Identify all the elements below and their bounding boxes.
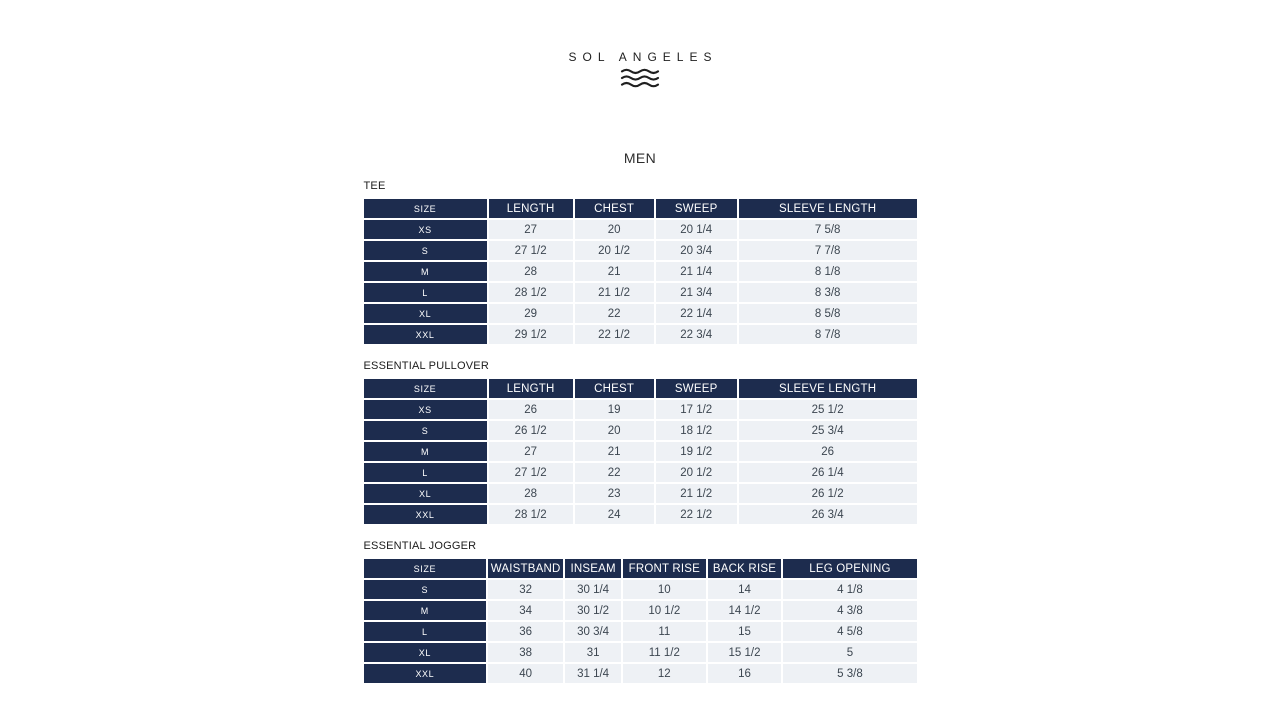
value-cell: 22 <box>575 304 654 323</box>
value-cell: 12 <box>623 664 706 683</box>
value-cell: 23 <box>575 484 654 503</box>
size-cell: XS <box>364 400 487 419</box>
column-header: SLEEVE LENGTH <box>739 199 917 218</box>
value-cell: 29 1/2 <box>489 325 573 344</box>
table-row <box>364 421 917 440</box>
value-cell: 14 <box>708 580 782 599</box>
value-cell: 21 1/2 <box>656 484 737 503</box>
value-cell: 21 3/4 <box>656 283 737 302</box>
value-cell: 24 <box>575 505 654 524</box>
value-cell: 20 <box>575 421 654 440</box>
table-row <box>364 622 917 641</box>
value-cell: 8 1/8 <box>739 262 917 281</box>
value-cell: 15 <box>708 622 782 641</box>
header-row <box>364 559 917 578</box>
value-cell: 28 <box>489 484 573 503</box>
column-header: LENGTH <box>489 379 573 398</box>
table-row <box>364 643 917 662</box>
value-cell: 19 <box>575 400 654 419</box>
size-cell: XL <box>364 643 487 662</box>
value-cell: 17 1/2 <box>656 400 737 419</box>
section-title-essential-jogger: ESSENTIAL JOGGER <box>363 540 477 552</box>
essential-jogger-size-table <box>362 557 919 685</box>
value-cell: 22 <box>575 463 654 482</box>
value-cell: 25 3/4 <box>739 421 917 440</box>
waves-icon <box>620 68 660 89</box>
value-cell: 22 1/4 <box>656 304 737 323</box>
value-cell: 40 <box>488 664 563 683</box>
column-header: INSEAM <box>565 559 621 578</box>
size-cell: XS <box>364 220 487 239</box>
value-cell: 22 1/2 <box>575 325 654 344</box>
table-row <box>364 262 917 281</box>
value-cell: 27 1/2 <box>489 241 573 260</box>
size-cell: L <box>364 283 487 302</box>
section-essential-jogger <box>364 540 917 685</box>
essential-pullover-size-table <box>362 377 919 526</box>
value-cell: 21 1/2 <box>575 283 654 302</box>
section-title-essential-pullover: ESSENTIAL PULLOVER <box>363 360 489 372</box>
size-cell: S <box>364 241 487 260</box>
table-row <box>364 484 917 503</box>
brand-header <box>364 50 917 89</box>
value-cell: 20 1/2 <box>575 241 654 260</box>
table-row <box>364 505 917 524</box>
value-cell: 22 3/4 <box>656 325 737 344</box>
value-cell: 30 3/4 <box>565 622 621 641</box>
value-cell: 19 1/2 <box>656 442 737 461</box>
value-cell: 7 5/8 <box>739 220 917 239</box>
value-cell: 20 1/2 <box>656 463 737 482</box>
value-cell: 29 <box>489 304 573 323</box>
table-row <box>364 283 917 302</box>
value-cell: 8 7/8 <box>739 325 917 344</box>
size-cell: XL <box>364 304 487 323</box>
size-chart-page <box>364 0 917 685</box>
value-cell: 20 <box>575 220 654 239</box>
size-cell: S <box>364 580 487 599</box>
value-cell: 28 1/2 <box>489 505 573 524</box>
size-cell: L <box>364 622 487 641</box>
size-cell: M <box>364 442 487 461</box>
page-title: MEN <box>623 150 657 166</box>
value-cell: 5 <box>783 643 916 662</box>
column-header: FRONT RISE <box>623 559 706 578</box>
value-cell: 27 <box>489 220 573 239</box>
value-cell: 26 1/4 <box>739 463 917 482</box>
section-title-tee: TEE <box>363 180 386 192</box>
value-cell: 28 1/2 <box>489 283 573 302</box>
size-cell: XXL <box>364 325 487 344</box>
size-cell: M <box>364 601 487 620</box>
tee-size-table <box>362 197 919 346</box>
value-cell: 26 <box>489 400 573 419</box>
table-row <box>364 442 917 461</box>
value-cell: 38 <box>488 643 563 662</box>
column-header: SWEEP <box>656 199 737 218</box>
table-row <box>364 580 917 599</box>
value-cell: 27 1/2 <box>489 463 573 482</box>
column-header: WAISTBAND <box>488 559 563 578</box>
brand-logo-text: SOL ANGELES <box>568 50 718 64</box>
table-row <box>364 400 917 419</box>
size-cell: M <box>364 262 487 281</box>
size-cell: XL <box>364 484 487 503</box>
value-cell: 32 <box>488 580 563 599</box>
column-header: CHEST <box>575 379 654 398</box>
value-cell: 20 3/4 <box>656 241 737 260</box>
table-row <box>364 241 917 260</box>
value-cell: 22 1/2 <box>656 505 737 524</box>
value-cell: 25 1/2 <box>739 400 917 419</box>
value-cell: 7 7/8 <box>739 241 917 260</box>
value-cell: 31 1/4 <box>565 664 621 683</box>
value-cell: 28 <box>489 262 573 281</box>
column-header: CHEST <box>575 199 654 218</box>
value-cell: 34 <box>488 601 563 620</box>
size-cell: XXL <box>364 505 487 524</box>
column-header: LENGTH <box>489 199 573 218</box>
value-cell: 15 1/2 <box>708 643 782 662</box>
value-cell: 26 1/2 <box>739 484 917 503</box>
value-cell: 21 <box>575 262 654 281</box>
size-cell: S <box>364 421 487 440</box>
value-cell: 8 5/8 <box>739 304 917 323</box>
table-row <box>364 601 917 620</box>
header-row <box>364 379 917 398</box>
value-cell: 26 <box>739 442 917 461</box>
size-cell: L <box>364 463 487 482</box>
column-header: BACK RISE <box>708 559 782 578</box>
value-cell: 18 1/2 <box>656 421 737 440</box>
section-tee <box>364 180 917 346</box>
value-cell: 36 <box>488 622 563 641</box>
value-cell: 11 1/2 <box>623 643 706 662</box>
value-cell: 10 <box>623 580 706 599</box>
size-column-header: SIZE <box>364 199 487 218</box>
table-row <box>364 325 917 344</box>
value-cell: 31 <box>565 643 621 662</box>
value-cell: 26 1/2 <box>489 421 573 440</box>
column-header: SWEEP <box>656 379 737 398</box>
value-cell: 30 1/2 <box>565 601 621 620</box>
value-cell: 4 3/8 <box>783 601 916 620</box>
value-cell: 4 1/8 <box>783 580 916 599</box>
value-cell: 5 3/8 <box>783 664 916 683</box>
table-row <box>364 220 917 239</box>
value-cell: 10 1/2 <box>623 601 706 620</box>
size-cell: XXL <box>364 664 487 683</box>
table-row <box>364 664 917 683</box>
value-cell: 26 3/4 <box>739 505 917 524</box>
value-cell: 16 <box>708 664 782 683</box>
value-cell: 27 <box>489 442 573 461</box>
size-column-header: SIZE <box>364 559 487 578</box>
header-row <box>364 199 917 218</box>
section-essential-pullover <box>364 360 917 526</box>
value-cell: 20 1/4 <box>656 220 737 239</box>
value-cell: 30 1/4 <box>565 580 621 599</box>
table-row <box>364 304 917 323</box>
value-cell: 8 3/8 <box>739 283 917 302</box>
value-cell: 4 5/8 <box>783 622 916 641</box>
value-cell: 21 1/4 <box>656 262 737 281</box>
column-header: LEG OPENING <box>783 559 916 578</box>
value-cell: 11 <box>623 622 706 641</box>
column-header: SLEEVE LENGTH <box>739 379 917 398</box>
size-column-header: SIZE <box>364 379 487 398</box>
value-cell: 14 1/2 <box>708 601 782 620</box>
value-cell: 21 <box>575 442 654 461</box>
table-row <box>364 463 917 482</box>
